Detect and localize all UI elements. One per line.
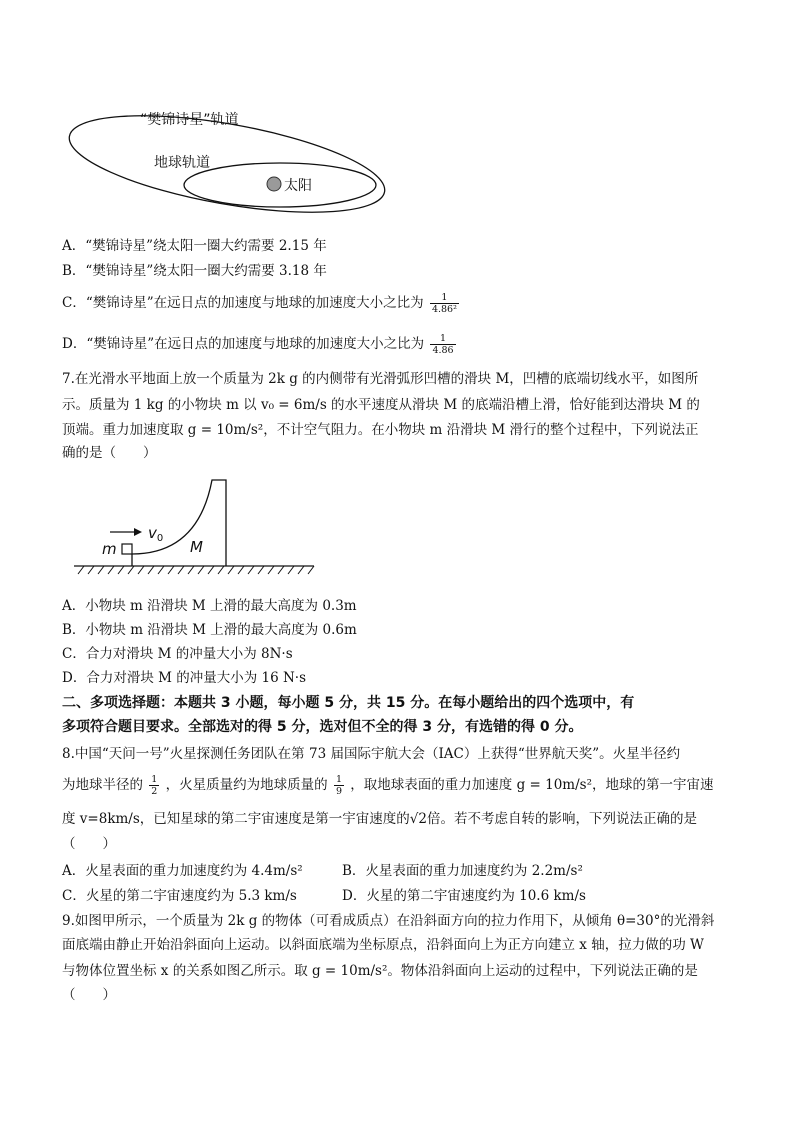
q8-option-b: B．火星表面的重力加速度约为 2.2m/s² — [342, 863, 583, 879]
q6-option-c-text: C．“樊锦诗星”在远日点的加速度与地球的加速度大小之比为 — [62, 295, 424, 311]
q6-option-d — [62, 333, 458, 356]
q8-fraction-mass — [334, 774, 344, 797]
sun-icon — [267, 177, 281, 191]
q8-option-d: D．火星的第二宇宙速度约为 10.6 km/s — [342, 888, 586, 904]
fraction-denominator: 2 — [151, 786, 158, 797]
slider-figure — [70, 470, 320, 580]
fraction-denominator: 4.86² — [431, 304, 457, 315]
velocity-arrowhead — [134, 528, 142, 536]
q8-option-c: C．火星的第二宇宙速度约为 5.3 km/s — [62, 888, 297, 904]
q6-option-d-text: D．“樊锦诗星”在远日点的加速度与地球的加速度大小之比为 — [62, 336, 425, 352]
section2-heading-line2: 多项符合题目要求。全部选对的得 5 分，选对但不全的得 3 分，有选错的得 0 分。 — [62, 719, 583, 735]
label-m: m — [102, 540, 117, 558]
fraction-numerator: 1 — [151, 774, 158, 785]
section2-heading-line1: 二、多项选择题：本题共 3 小题，每小题 5 分，共 15 分。在每小题给出的四个选项中，有 — [62, 695, 635, 711]
fraction-numerator: 1 — [430, 292, 459, 304]
q6-option-d-fraction — [430, 333, 455, 356]
fraction-denominator: 9 — [335, 786, 342, 797]
orbit-figure — [62, 106, 402, 220]
q9-stem-line4: （ ） — [62, 987, 116, 1003]
q7-stem-line2: 示。质量为 1 kg 的小物块 m 以 v₀ = 6m/s 的水平速度从滑块 M 的底端沿槽上滑，恰好能到达滑块 M 的 — [62, 397, 700, 413]
q8-option-a: A．火星表面的重力加速度约为 4.4m/s² — [62, 863, 303, 879]
earth-orbit-label: 地球轨道 — [154, 155, 210, 171]
q7-stem-line3: 顶端。重力加速度取 g = 10m/s²，不计空气阻力。在小物块 m 沿滑块 M 滑行的整个过程中，下列说法正 — [62, 422, 699, 438]
comet-orbit-label: “樊锦诗星”轨道 — [140, 112, 239, 128]
fraction-numerator: 1 — [430, 333, 455, 345]
q6-option-c — [62, 292, 461, 315]
q8-stem-line2 — [62, 774, 713, 797]
q6-option-b: B．“樊锦诗星”绕太阳一圈大约需要 3.18 年 — [62, 263, 327, 279]
fraction-numerator: 1 — [335, 774, 342, 785]
sun-label: 太阳 — [284, 178, 312, 194]
q6-option-c-fraction — [430, 292, 459, 315]
q9-stem-line2: 面底端由静止开始沿斜面向上运动。以斜面底端为坐标原点，沿斜面向上为正方向建立 x 轴，拉力做的功 W — [62, 937, 704, 953]
fraction-denominator: 4.86 — [432, 345, 454, 356]
q6-option-a: A．“樊锦诗星”绕太阳一圈大约需要 2.15 年 — [62, 238, 327, 254]
q7-option-d: D．合力对滑块 M 的冲量大小为 16 N·s — [62, 670, 307, 686]
q8-text-a: 为地球半径的 — [62, 777, 143, 793]
small-block-m — [122, 544, 132, 554]
q7-option-c: C．合力对滑块 M 的冲量大小为 8N·s — [62, 646, 293, 662]
q8-stem-line3: 度 v=8km/s，已知星球的第二宇宙速度是第一宇宙速度的√2倍。若不考虑自转的影响，下列说法正确的是 — [62, 811, 697, 827]
q9-stem-line1: 9.如图甲所示，一个质量为 2k g 的物体（可看成质点）在沿斜面方向的拉力作用下，从倾角 θ=30°的光滑斜 — [62, 913, 715, 929]
label-v0: $v_0$ — [148, 524, 164, 544]
ground-hatching — [78, 566, 314, 574]
q7-stem-line4: 确的是（ ） — [62, 445, 157, 461]
q7-option-a: A．小物块 m 沿滑块 M 上滑的最大高度为 0.3m — [62, 598, 357, 614]
q8-stem-line1: 8.中国“天问一号”火星探测任务团队在第 73 届国际宇航大会（IAC）上获得“世界航天奖”。火星半径约 — [62, 746, 681, 762]
label-M: M — [190, 538, 203, 556]
q8-stem-line4: （ ） — [62, 836, 116, 852]
q9-stem-line3: 与物体位置坐标 x 的关系如图乙所示。取 g = 10m/s²。物体沿斜面向上运动的过程中，下列说法正确的是 — [62, 963, 698, 979]
q8-text-b: ，火星质量约为地球质量的 — [165, 777, 328, 793]
slider-block-M — [132, 480, 226, 566]
q7-stem-line1: 7.在光滑水平地面上放一个质量为 2k g 的内侧带有光滑弧形凹槽的滑块 M，凹槽的底端切线水平，如图所 — [62, 371, 699, 387]
q8-fraction-radius — [149, 774, 159, 797]
q8-text-c: ，取地球表面的重力加速度 g = 10m/s²，地球的第一宇宙速 — [350, 777, 714, 793]
q7-option-b: B．小物块 m 沿滑块 M 上滑的最大高度为 0.6m — [62, 622, 357, 638]
